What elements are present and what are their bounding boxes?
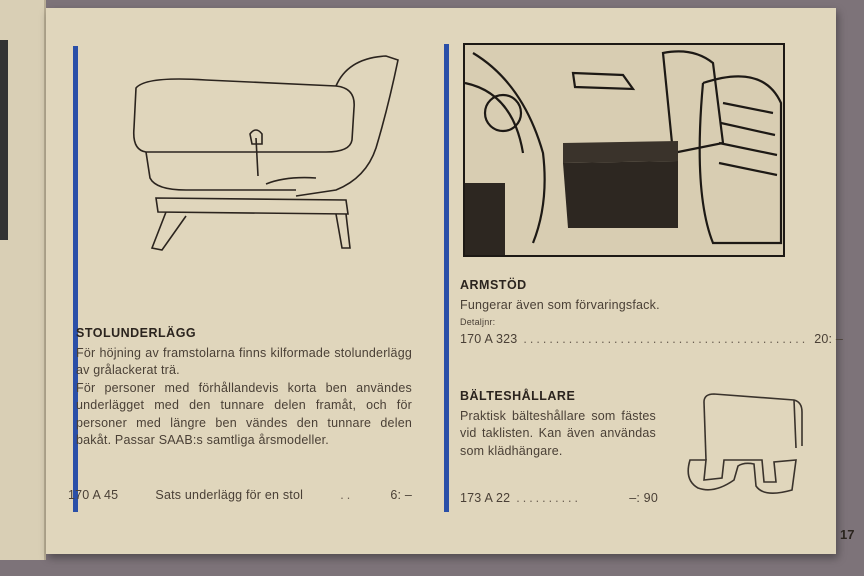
leader-dots: .. (340, 488, 354, 502)
part-number: 173 A 22 (460, 491, 511, 505)
part-description: Sats underlägg för en stol (155, 488, 304, 502)
belt-holder-illustration (684, 390, 808, 498)
armrest-description: Fungerar även som förvaringsfack. (460, 298, 660, 312)
previous-page-image-edge (0, 40, 8, 240)
price: 20: – (814, 332, 844, 346)
part-number: 170 A 45 (68, 488, 119, 502)
belt-holder-description: Praktisk bälteshållare som fästes vid taklisten. Kan även användas som klädhängare. (460, 409, 656, 458)
leader-dots: .......... (516, 491, 581, 505)
armrest-illustration (463, 43, 785, 257)
seat-cushion-illustration (126, 48, 416, 258)
armrest-title: ARMSTÖD (460, 278, 527, 292)
part-number: 170 A 323 (460, 332, 518, 346)
armrest-price-row (460, 331, 844, 348)
page-number: 17 (840, 527, 855, 542)
seat-pad-paragraph-1: För höjning av framstolarna finns kilformade stolunderlägg av grålackerat trä. (76, 346, 412, 378)
belt-holder-title: BÄLTESHÅLLARE (460, 389, 576, 403)
price: –: 90 (629, 491, 658, 505)
seat-pad-title: STOLUNDERLÄGG (76, 326, 197, 340)
leader-dots: ............................................ (523, 332, 809, 346)
belt-holder-price-row (460, 490, 658, 507)
seat-pad-paragraph-2: För personer med förhållandevis korta ben användes underlägget med den tunnare delen framåt, och för personer med längre ben vändes den tunnare delen bakåt. Passar SAAB:s samtliga årsmodeller. (76, 381, 412, 447)
right-accent-bar (444, 44, 449, 512)
seat-pad-price-row (68, 487, 412, 504)
catalog-page (46, 8, 855, 554)
price: 6: – (390, 488, 412, 502)
armrest-details-label: Detaljnr: (460, 317, 496, 327)
previous-page-edge (0, 0, 46, 560)
